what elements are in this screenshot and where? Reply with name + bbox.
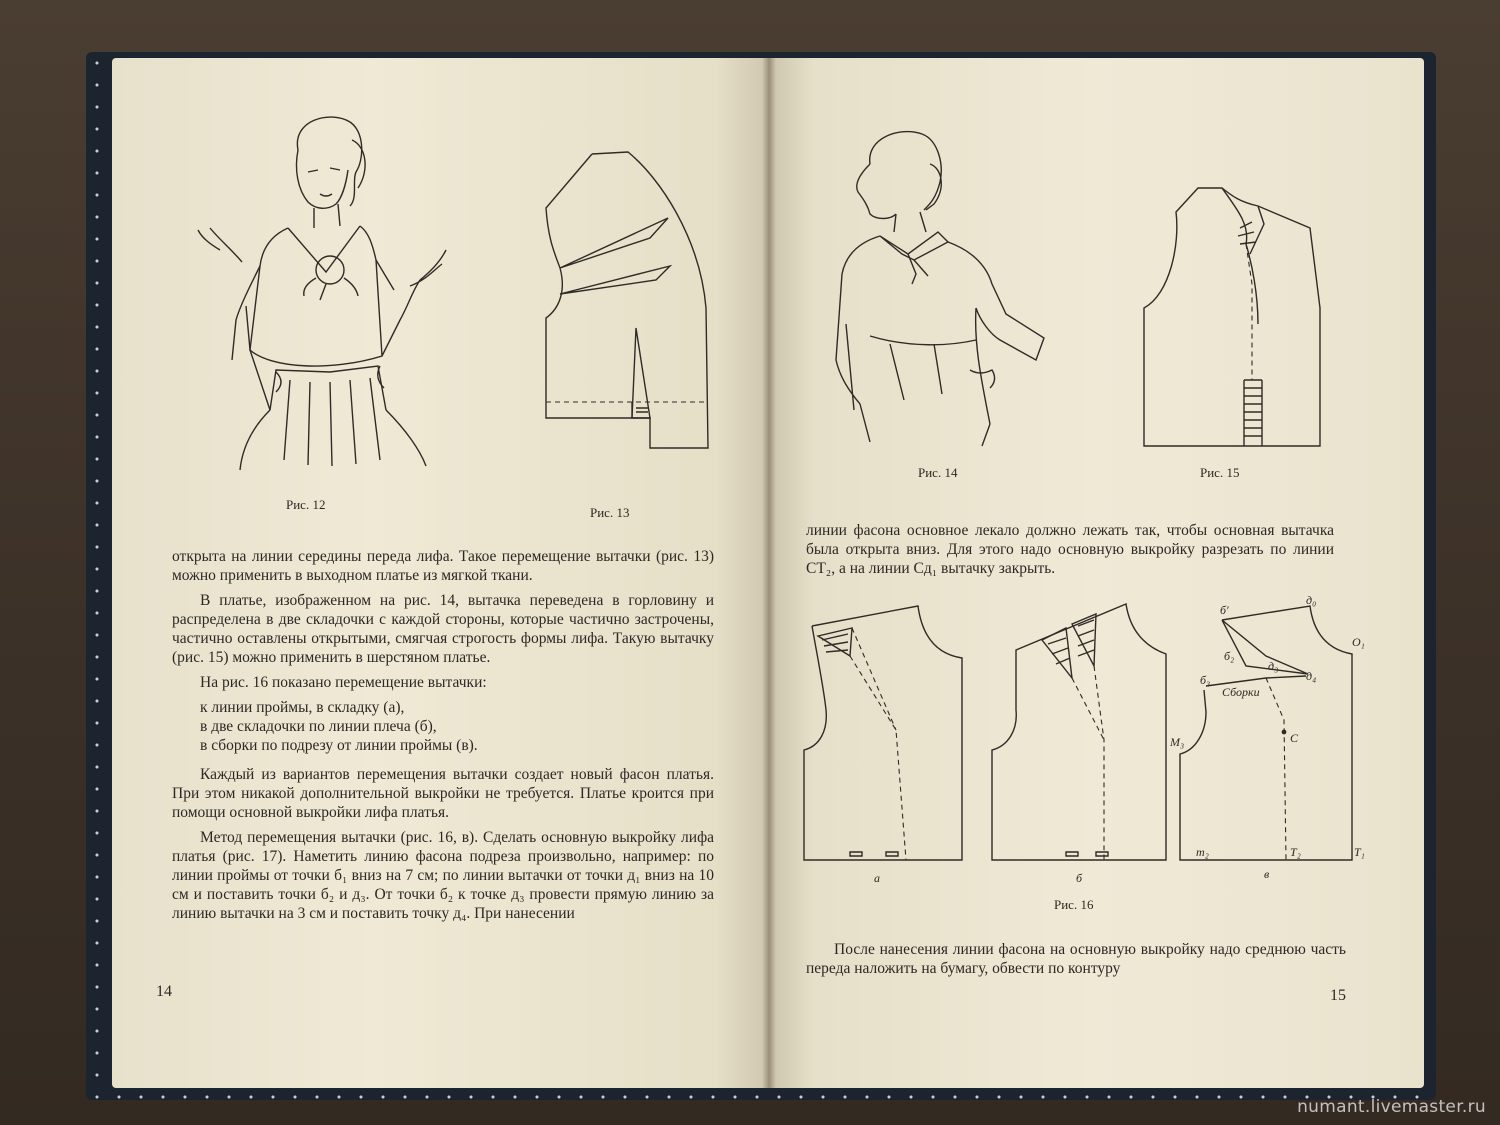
figure-16-dart-variants (786, 593, 1366, 900)
fig14-caption: Рис. 14 (918, 465, 958, 480)
fig16-point-label: б′ (1220, 603, 1229, 617)
right-paragraph-bottom: После нанесения линии фасона на основную выкройку надо среднюю часть переда наложить на бумагу, обвести по контуру (806, 941, 1346, 977)
fig16-caption: Рис. 16 (1054, 897, 1094, 912)
fig16-point-label: О₁ (1352, 635, 1365, 649)
fig16-point-label: Сборки (1222, 685, 1260, 699)
left-paragraph-2: В платье, изображенном на рис. 14, вытачка переведена в горловину и распределена в две складочки с каждой стороны, которые частично застрочены, частично оставлены открытыми, смягчая строгость формы лифа. Такую вытачку (рис. 15) можно применить в шерстяном платье. (172, 592, 714, 666)
fig16-point-label: Т₂ (1290, 845, 1301, 859)
fig16-point-label: б₂ (1224, 649, 1235, 663)
figure-15-bodice-pattern (1140, 184, 1330, 454)
left-paragraph-4: Каждый из вариантов перемещения вытачки создает новый фасон платья. При этом никакой дополнительной выкройки не требуется. Платье кроится при помощи основной выкройки лифа платья. (172, 766, 714, 821)
fig16-point-label: д₄ (1306, 669, 1317, 683)
book-gutter (762, 58, 776, 1088)
fig13-caption: Рис. 13 (590, 505, 630, 520)
left-paragraph-1: открыта на линии середины переда лифа. Такое перемещение вытачки (рис. 13) можно применить в выходном платье из мягкой ткани. (172, 548, 714, 584)
left-paragraph-3: На рис. 16 показано перемещение вытачки: (200, 674, 487, 691)
fig16-point-label: б₃ (1200, 673, 1211, 687)
fig16-point-label: б (1076, 871, 1083, 885)
page-number-left: 14 (156, 983, 172, 1000)
fig16-point-label: Т₁ (1354, 845, 1365, 859)
fig16-point-label: д₀ (1306, 593, 1317, 607)
right-page-text-bottom (806, 940, 1346, 984)
list-item: в сборки по подрезу от линии проймы (в). (200, 737, 478, 754)
figure-13-bodice-pattern (540, 148, 720, 478)
figure-12-dress-illustration (180, 110, 480, 480)
watermark: numant.livemaster.ru (1297, 1097, 1486, 1117)
variants-list (200, 698, 714, 755)
fig15-caption: Рис. 15 (1200, 465, 1240, 480)
fig16-point-label: в (1264, 867, 1270, 881)
figure-14-dress-illustration (830, 124, 1070, 454)
left-paragraph-5: Метод перемещения вытачки (рис. 16, в). Сделать основную выкройку лифа платья (рис. 17). Наметить линию фасона подреза произвольно, например: по линии проймы от точки б₁ вниз на 7 см; по линии вытачки от точки д₁ вниз на 10 см и поставить точки б₂ и д₃. От точки б₂ к точке д₃ провести прямую линию за линию вытачки на 3 см и поставить точку д₄. При нанесении (172, 829, 714, 922)
fig16-point-label: д₃ (1268, 659, 1279, 673)
fig16-point-label: М₃ (1170, 735, 1185, 749)
fig16-point-label: т₂ (1196, 845, 1209, 859)
fig12-caption: Рис. 12 (286, 497, 326, 512)
left-page-text (172, 547, 714, 929)
fig16-point-label: а (874, 871, 880, 885)
fig16-point-label: С (1290, 731, 1299, 745)
right-page-text-top: линии фасона основное лекало должно лежать так, чтобы основная вытачка была открыта вниз. Для этого надо основную выкройку разрезать по линии СТ₂, а на линии Сд₁ вытачку закрыть. (806, 522, 1334, 577)
list-item: в две складочки по линии плеча (б), (200, 718, 437, 735)
page-number-right: 15 (1330, 987, 1346, 1004)
list-item: к линии проймы, в складку (а), (200, 699, 405, 716)
